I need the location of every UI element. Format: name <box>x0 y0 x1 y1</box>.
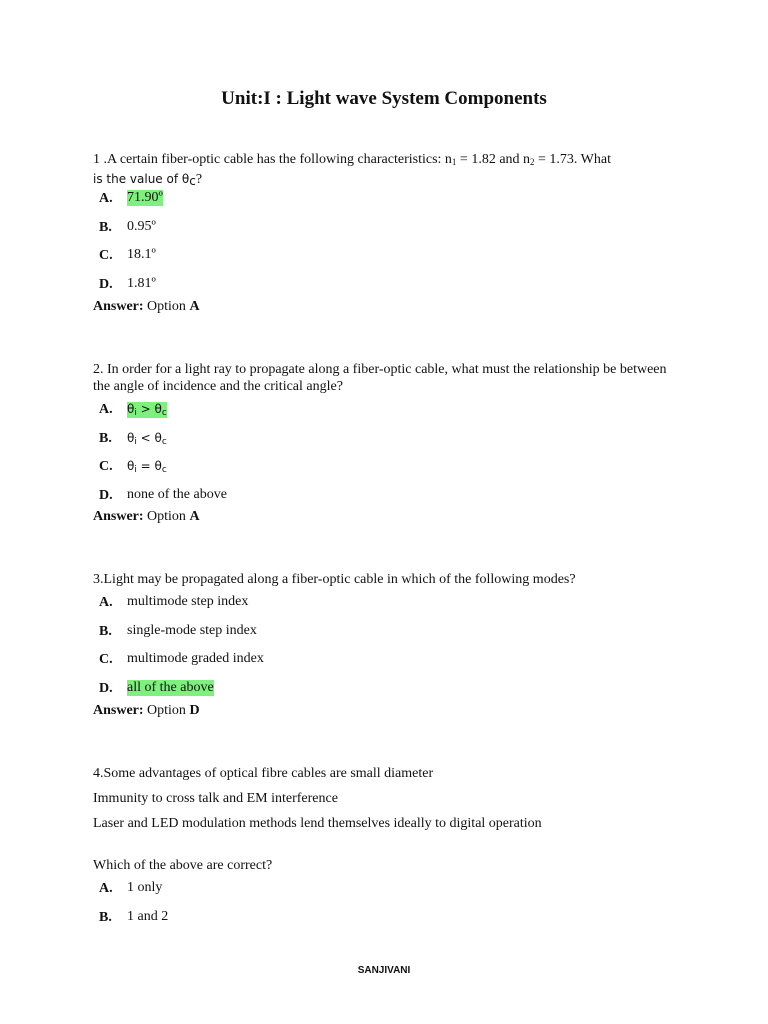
q3-option-b-text: single-mode step index <box>127 623 257 638</box>
relation: < θ <box>136 431 162 445</box>
q3-option-d-label: D. <box>99 681 113 696</box>
subscript: c <box>161 437 167 447</box>
answer-label: Answer: <box>93 509 144 524</box>
q3-option-a-label: A. <box>99 595 113 610</box>
answer-text: Option <box>143 703 190 718</box>
question-4-line-1: 4.Some advantages of optical fibre cables are small diameter <box>93 766 434 781</box>
theta: θ <box>127 402 135 416</box>
subscript: i <box>134 437 137 447</box>
q1-option-a-label: A. <box>99 191 113 206</box>
q2-option-d-text: none of the above <box>127 487 227 502</box>
question-4-prompt: Which of the above are correct? <box>93 858 273 873</box>
subscript: i <box>134 408 137 418</box>
q3-option-d-text: all of the above <box>127 680 214 695</box>
question-1-text <box>93 151 683 190</box>
q2-answer <box>93 509 200 525</box>
subscript: c <box>161 465 167 475</box>
q4-option-b-label: B. <box>99 910 112 925</box>
question-4-line-2: Immunity to cross talk and EM interference <box>93 791 338 806</box>
q3-answer <box>93 703 200 719</box>
question-1-text-part: is the value of θ <box>93 172 190 186</box>
answer-text: Option <box>143 509 190 524</box>
theta: θ <box>127 459 135 473</box>
q2-option-d-label: D. <box>99 488 113 503</box>
q2-option-b-text <box>127 431 167 447</box>
q1-option-c-label: C. <box>99 248 113 263</box>
q1-option-b-label: B. <box>99 220 112 235</box>
page-title: Unit:I : Light wave System Components <box>221 88 547 109</box>
q4-option-b-text: 1 and 2 <box>127 909 169 924</box>
q3-option-b-label: B. <box>99 624 112 639</box>
question-1-text-part: = 1.73. What <box>534 152 611 167</box>
question-4-line-3: Laser and LED modulation methods lend themselves ideally to digital operation <box>93 816 542 831</box>
q4-option-a-text: 1 only <box>127 880 163 895</box>
subscript: i <box>134 465 137 475</box>
q1-option-b-text: 0.95º <box>127 219 156 234</box>
q1-answer <box>93 299 200 315</box>
answer-value: A <box>189 299 200 314</box>
answer-value: A <box>189 509 200 524</box>
theta: θ <box>127 431 135 445</box>
question-3-text: 3.Light may be propagated along a fiber-optic cable in which of the following modes? <box>93 572 576 587</box>
subscript: c <box>161 408 167 418</box>
q2-option-a-text <box>127 402 167 418</box>
q1-option-d-label: D. <box>99 277 113 292</box>
q1-option-d-text: 1.81º <box>127 276 156 291</box>
answer-text: Option <box>143 299 190 314</box>
answer-label: Answer: <box>93 703 144 718</box>
q2-option-a-label: A. <box>99 402 113 417</box>
question-1-text-part: = 1.82 and n <box>456 152 531 167</box>
q3-option-a-text: multimode step index <box>127 594 249 609</box>
question-1-text-part: 1 .A certain fiber-optic cable has the following characteristics: n <box>93 152 452 167</box>
q2-option-c-label: C. <box>99 459 113 474</box>
q1-option-c-text: 18.1º <box>127 247 156 262</box>
q3-option-c-label: C. <box>99 652 113 667</box>
page-footer: SANJIVANI <box>357 965 411 976</box>
subscript: c <box>189 174 196 188</box>
relation: > θ <box>136 402 162 416</box>
q4-option-a-label: A. <box>99 881 113 896</box>
answer-label: Answer: <box>93 299 144 314</box>
answer-value: D <box>189 703 200 718</box>
subscript: 2 <box>530 157 535 167</box>
relation: = θ <box>136 459 162 473</box>
question-1-text-part: ? <box>195 172 203 187</box>
q3-option-c-text: multimode graded index <box>127 651 264 666</box>
subscript: 1 <box>451 157 457 167</box>
q1-option-a-text: 71.90º <box>127 190 163 205</box>
q2-option-b-label: B. <box>99 431 112 446</box>
q2-option-c-text <box>127 459 167 475</box>
question-2-text: 2. In order for a light ray to propagate along a fiber-optic cable, what must the relationship be between the angle of incidence and the critical angle? <box>93 362 667 394</box>
